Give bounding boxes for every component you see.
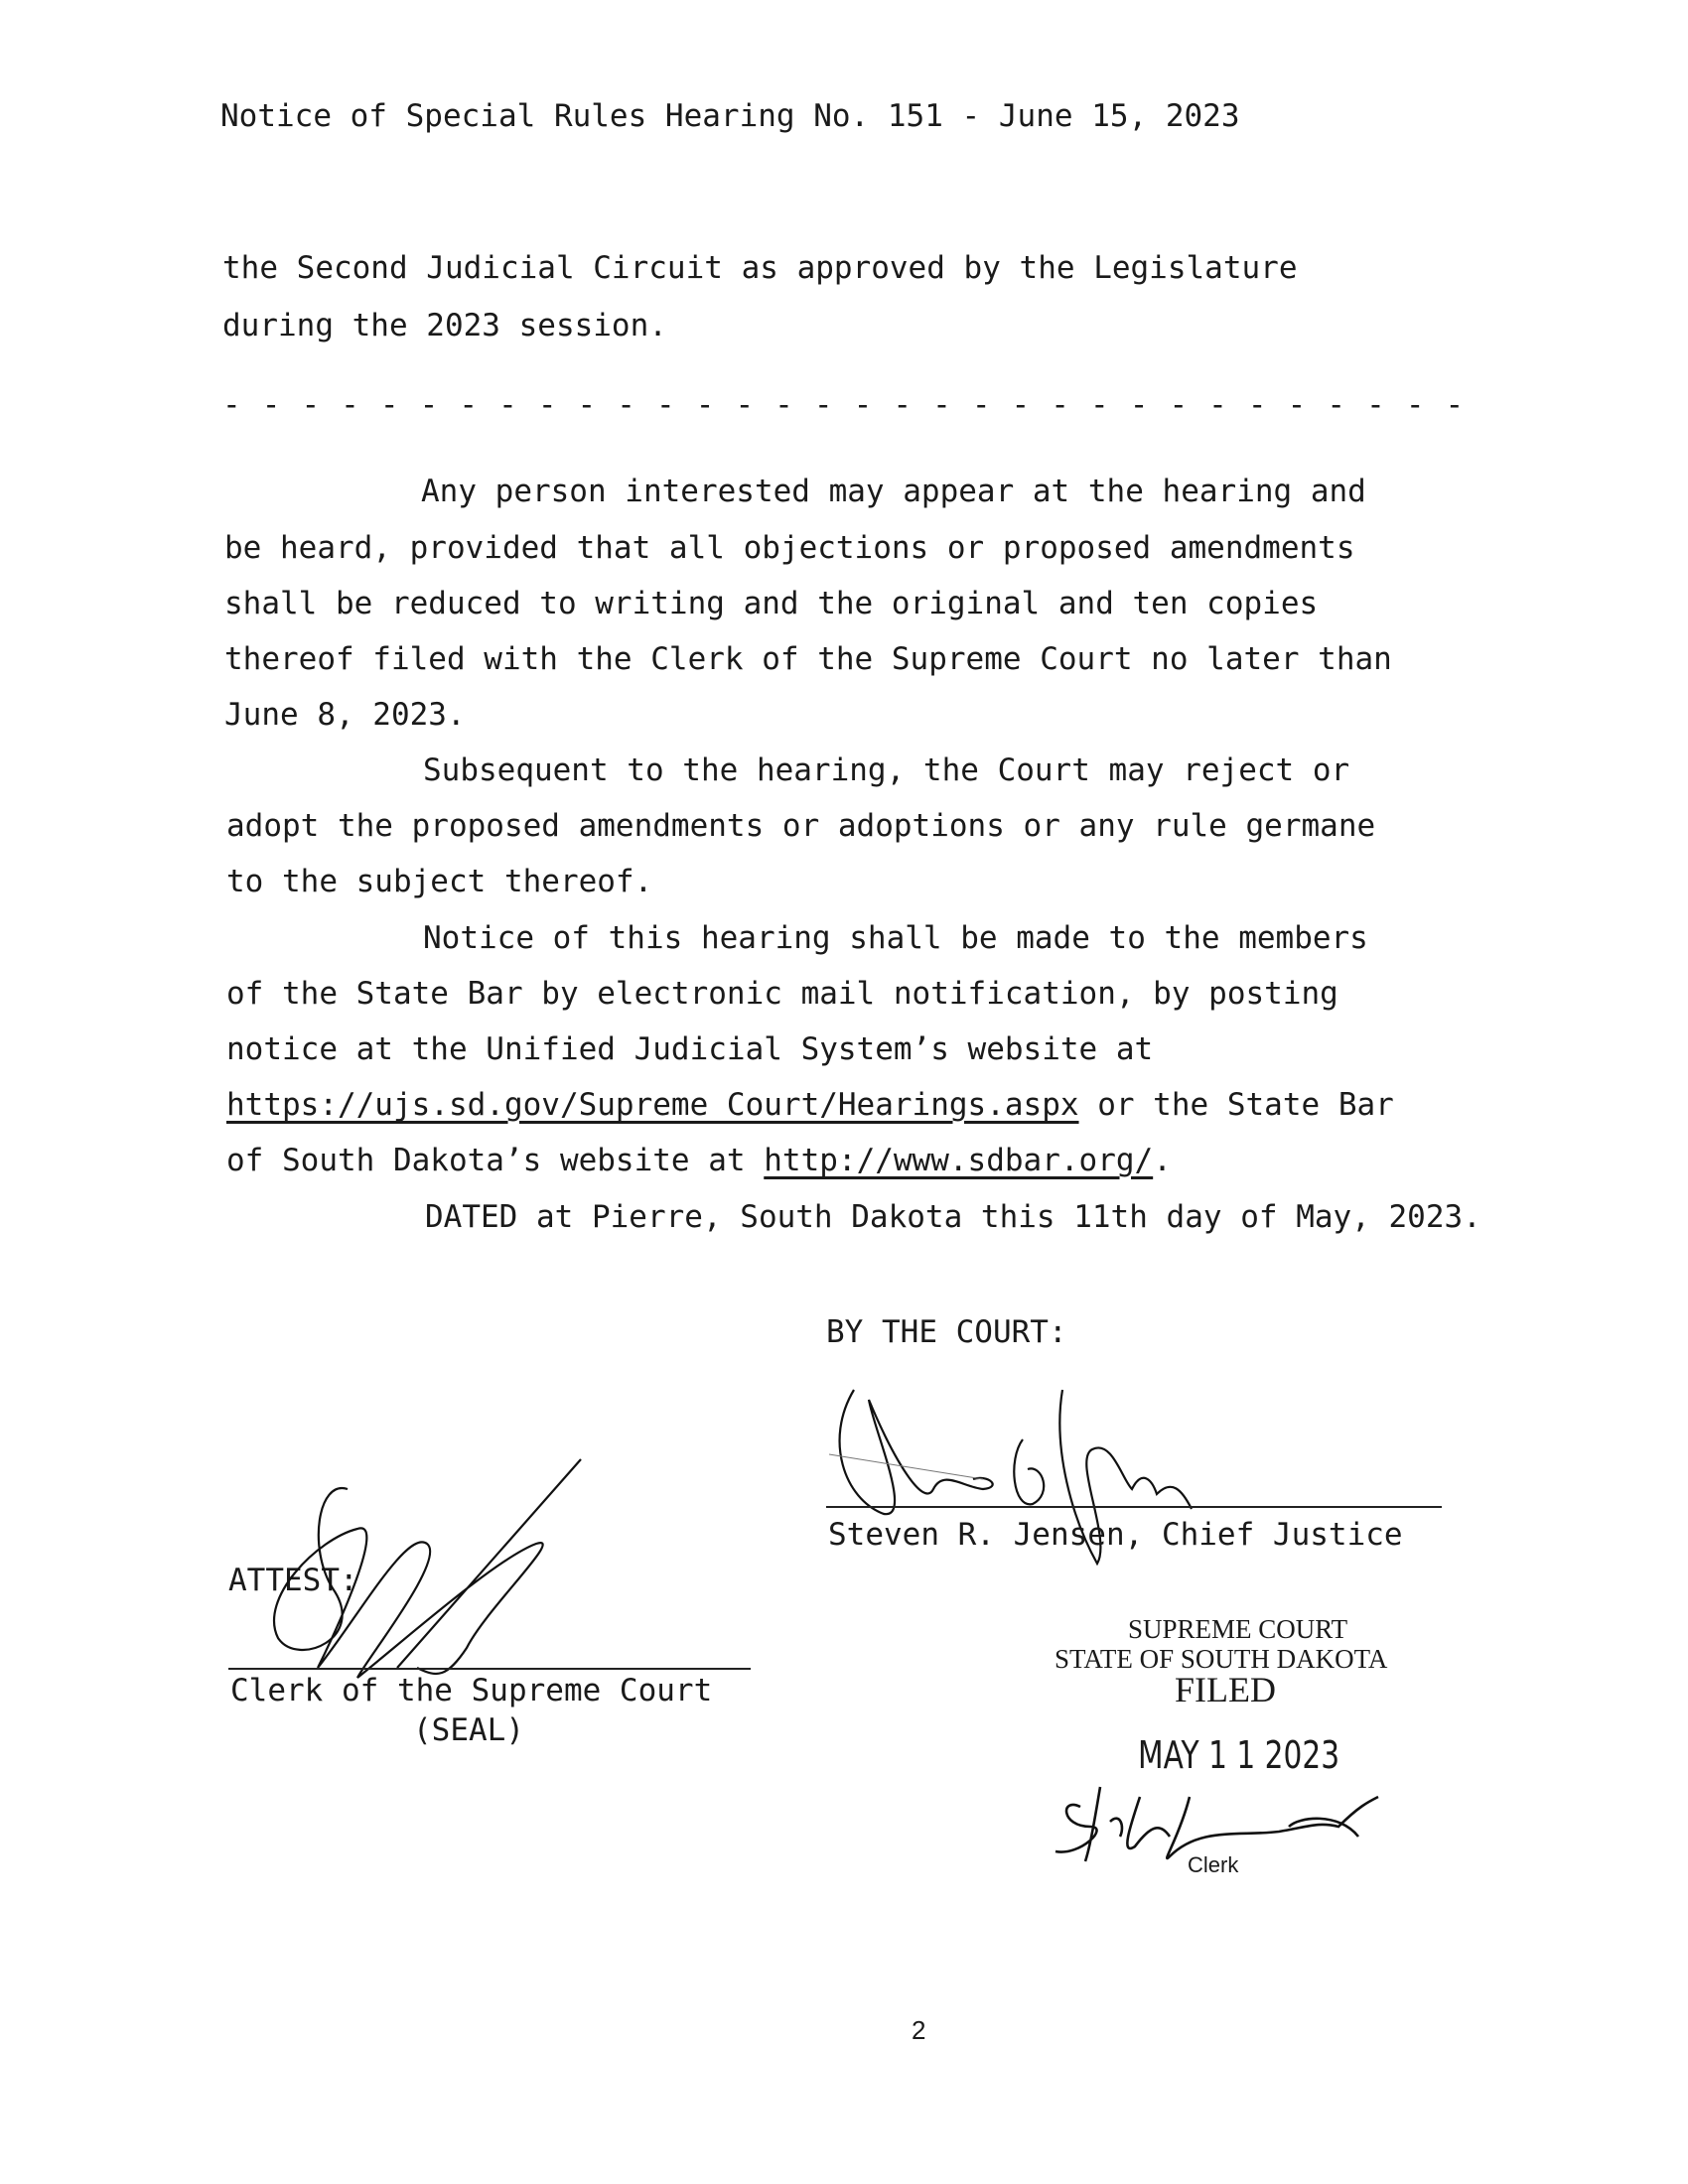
paragraph-3-line-2: of the State Bar by electronic mail notification, by posting <box>226 976 1338 1012</box>
intro-line-1: the Second Judicial Circuit as approved by the Legislature <box>222 250 1298 286</box>
stamp-date: MAY 1 1 2023 <box>1138 1733 1340 1777</box>
paragraph-1-line-4: thereof filed with the Clerk of the Supreme Court no later than <box>224 641 1392 677</box>
paragraph-1-line-1: Any person interested may appear at the hearing and <box>421 474 1366 509</box>
paragraph-3-line-5 <box>226 1141 1172 1180</box>
dated-line: DATED at Pierre, South Dakota this 11th day of May, 2023. <box>425 1199 1481 1235</box>
paragraph-1-line-3: shall be reduced to writing and the original and ten copies <box>224 586 1319 621</box>
paragraph-1-line-2: be heard, provided that all objections or proposed amendments <box>224 530 1355 566</box>
seal-label: (SEAL) <box>413 1712 524 1748</box>
paragraph-3-line-1: Notice of this hearing shall be made to the members <box>423 920 1368 956</box>
stamp-clerk-label: Clerk <box>1188 1852 1239 1877</box>
stamp-line-2: STATE OF SOUTH DAKOTA <box>1055 1644 1388 1674</box>
paragraph-2-line-1: Subsequent to the hearing, the Court may reject or <box>423 752 1350 788</box>
paragraph-3-line-3: notice at the Unified Judicial System’s website at <box>226 1031 1154 1067</box>
stamp-line-3: FILED <box>1175 1670 1276 1709</box>
url1-trailing-text: or the State Bar <box>1078 1087 1394 1123</box>
clerk-signature <box>238 1449 596 1698</box>
page-number: 2 <box>912 2015 926 2045</box>
sdbar-link[interactable]: http://www.sdbar.org/ <box>764 1143 1154 1178</box>
paragraph-2-line-3: to the subject thereof. <box>226 864 653 899</box>
paragraph-3-line-4 <box>226 1085 1394 1125</box>
chief-justice-name: Steven R. Jensen, Chief Justice <box>828 1517 1403 1553</box>
clerk-signature-rule <box>228 1668 751 1670</box>
document-header: Notice of Special Rules Hearing No. 151 - June 15, 2023 <box>220 98 1240 134</box>
intro-line-2: during the 2023 session. <box>222 308 667 343</box>
url2-leading-text: of South Dakota’s website at <box>226 1143 765 1178</box>
url2-trailing-text: . <box>1153 1143 1172 1178</box>
attest-label: ATTEST: <box>228 1563 358 1598</box>
chief-justice-signature-rule <box>826 1506 1442 1508</box>
paragraph-2-line-2: adopt the proposed amendments or adoptions or any rule germane <box>226 808 1376 844</box>
clerk-title: Clerk of the Supreme Court <box>230 1673 713 1708</box>
section-separator: - - - - - - - - - - - - - - - - - - - - - - - - - - - - - - - - <box>222 387 1466 423</box>
ujs-hearings-link[interactable]: https://ujs.sd.gov/Supreme_Court/Hearings.aspx <box>226 1087 1079 1123</box>
by-the-court: BY THE COURT: <box>826 1314 1067 1350</box>
stamp-line-1: SUPREME COURT <box>1128 1614 1348 1644</box>
paragraph-1-line-5: June 8, 2023. <box>224 697 466 733</box>
